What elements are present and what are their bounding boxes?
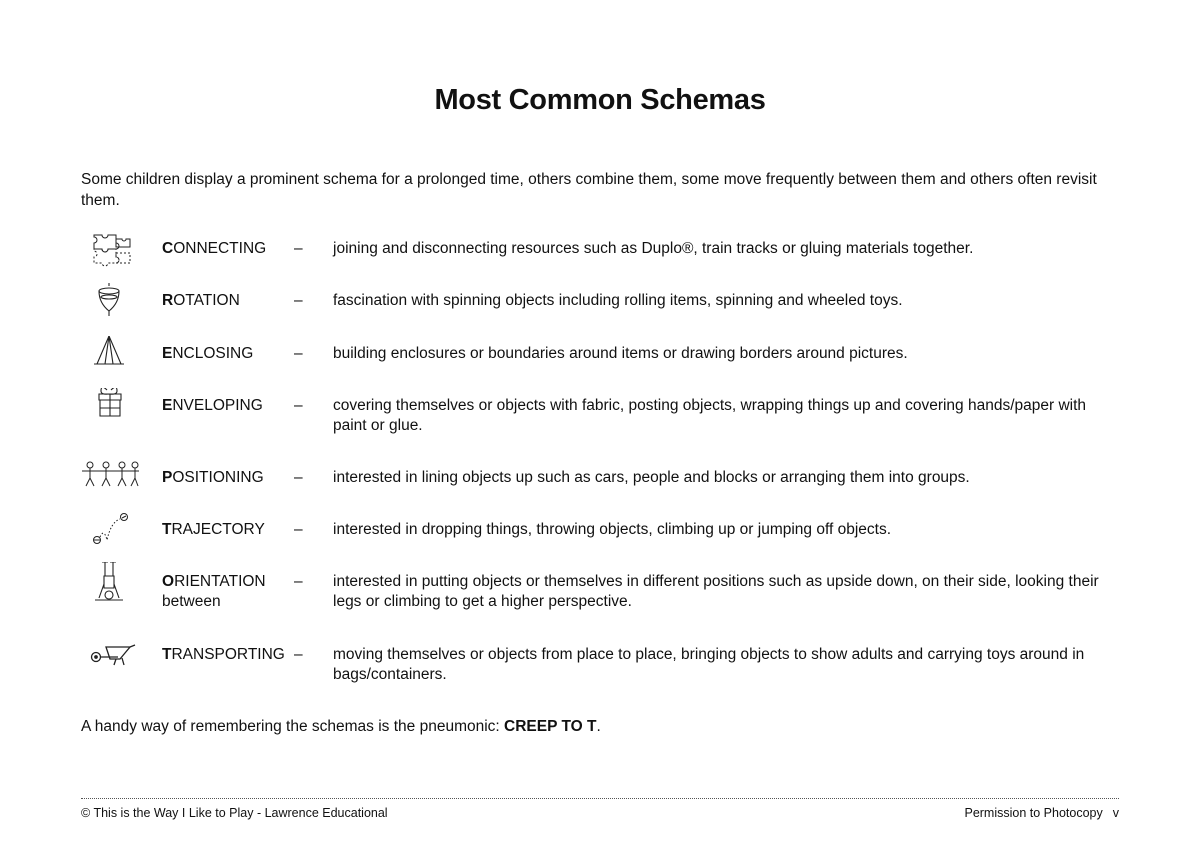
dash: – xyxy=(294,573,303,590)
upside-down-child-icon xyxy=(80,562,140,606)
puzzle-icon xyxy=(80,231,140,269)
schema-name-continuation: between xyxy=(162,593,221,610)
dash: – xyxy=(294,646,303,663)
schema-description: building enclosures or boundaries around items or drawing borders around pictures. xyxy=(333,345,908,362)
schema-name: CONNECTING xyxy=(162,240,267,257)
gift-box-icon xyxy=(80,388,140,426)
dash: – xyxy=(294,397,303,414)
schema-name: ROTATION xyxy=(162,292,240,309)
spinning-top-icon xyxy=(80,283,140,321)
dash: – xyxy=(294,469,303,486)
footer-permission: Permission to Photocopy v xyxy=(964,806,1119,820)
mnemonic-sentence: A handy way of remembering the schemas is the pneumonic: CREEP TO T. xyxy=(81,718,601,735)
footer-copyright: © This is the Way I Like to Play - Lawrence Educational xyxy=(81,806,388,820)
schema-description: interested in dropping things, throwing objects, climbing up or jumping off objects. xyxy=(333,521,892,538)
schema-name: TRAJECTORY xyxy=(162,521,265,538)
mnemonic-code: CREEP TO T xyxy=(504,718,597,735)
schema-name: ENCLOSING xyxy=(162,345,254,362)
schema-name: ORIENTATION between xyxy=(162,573,266,610)
dash: – xyxy=(294,521,303,538)
schema-description: joining and disconnecting resources such as Duplo®, train tracks or gluing materials together. xyxy=(333,240,974,257)
bouncing-ball-icon xyxy=(80,512,140,550)
footer-divider xyxy=(81,798,1119,799)
paper-people-icon xyxy=(80,460,140,498)
page-number: v xyxy=(1112,806,1119,820)
schema-description: interested in putting objects or themselves in different positions such as upside down, on their side, looking their legs or climbing to get a higher perspective. xyxy=(333,573,1099,610)
schema-description: moving themselves or objects from place to place, bringing objects to show adults and carrying toys around in bags/containers. xyxy=(333,646,1085,683)
page-title: Most Common Schemas xyxy=(434,84,766,116)
dash: – xyxy=(294,345,303,362)
intro-paragraph: Some children display a prominent schema for a prolonged time, others combine them, some move frequently between them and others often revisit them. xyxy=(81,171,1097,209)
dash: – xyxy=(294,292,303,309)
wheelbarrow-icon xyxy=(80,637,140,675)
schema-name: TRANSPORTING xyxy=(162,646,285,663)
tent-icon xyxy=(80,336,140,374)
dash: – xyxy=(294,240,303,257)
schema-description: covering themselves or objects with fabric, posting objects, wrapping things up and covering hands/paper with paint or glue. xyxy=(333,397,1087,434)
schema-description: fascination with spinning objects including rolling items, spinning and wheeled toys. xyxy=(333,292,903,309)
schema-description: interested in lining objects up such as cars, people and blocks or arranging them into groups. xyxy=(333,469,970,486)
schema-name: POSITIONING xyxy=(162,469,264,486)
schema-name: ENVELOPING xyxy=(162,397,263,414)
